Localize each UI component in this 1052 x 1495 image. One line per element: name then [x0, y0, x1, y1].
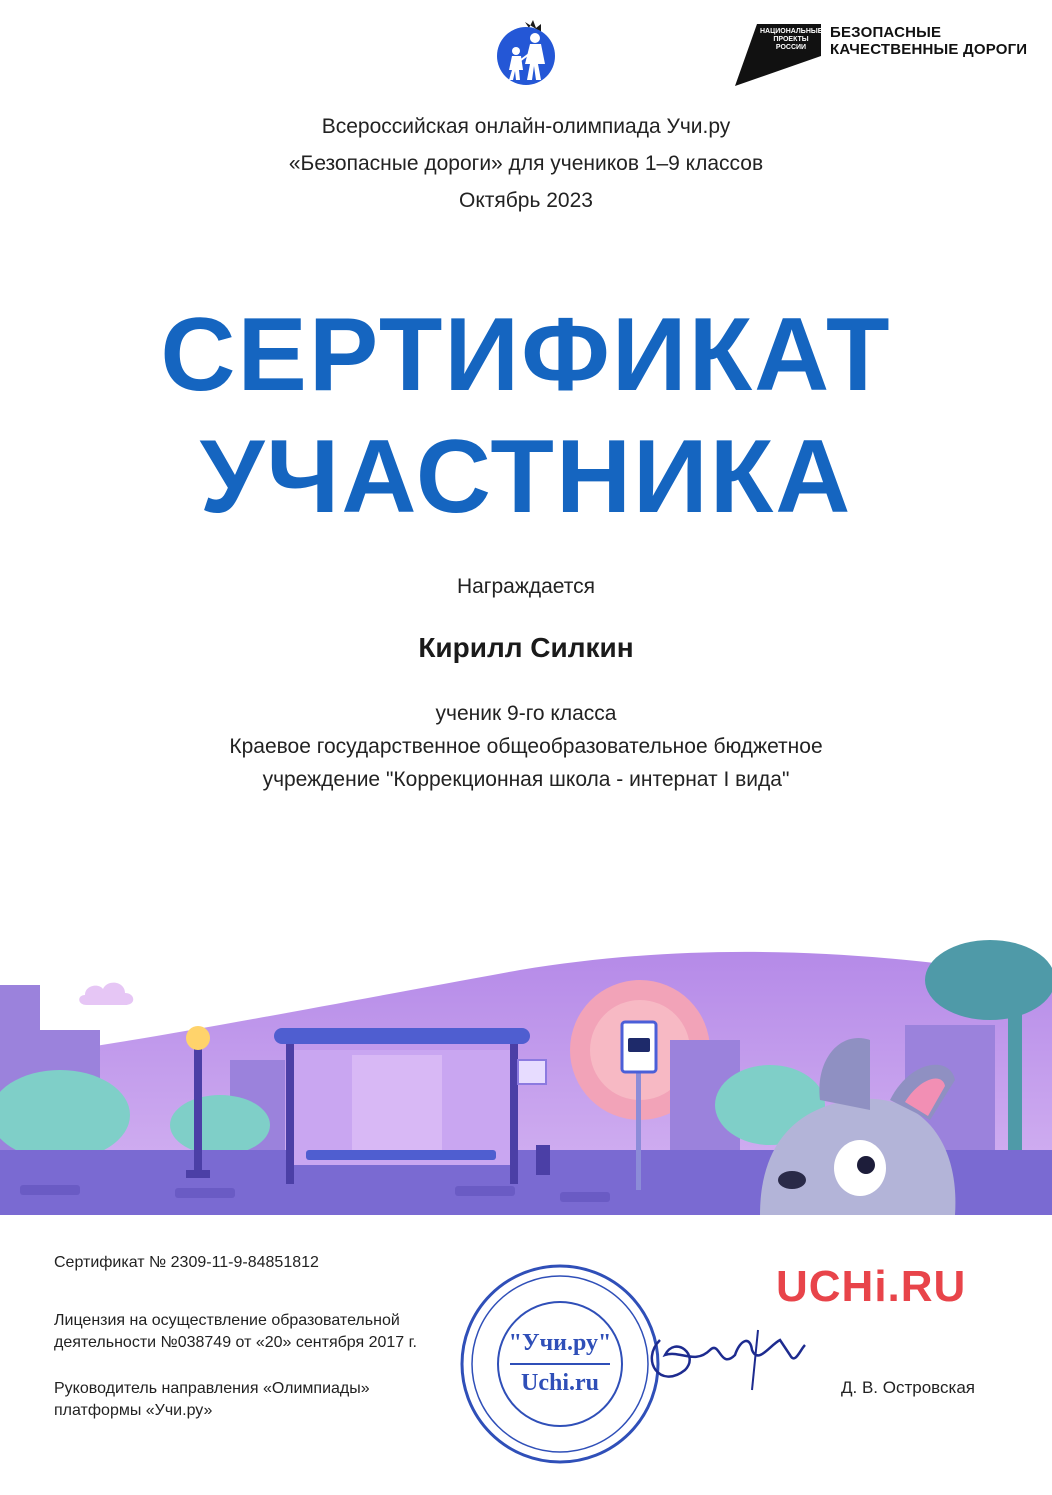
national-projects-logo: [735, 24, 1035, 88]
certificate-title-line-2: УЧАСТНИКА: [199, 419, 853, 535]
national-projects-text: НАЦИОНАЛЬНЫЕ ПРОЕКТЫ РОССИИ: [760, 28, 823, 51]
header-line-2: «Безопасные дороги» для учеников 1–9 классов: [288, 152, 764, 175]
grade-text: ученик 9-го класса: [435, 702, 617, 725]
certificate-number: Сертификат № 2309-11-9-84851812: [54, 1254, 319, 1271]
project-title: БЕЗОПАСНЫЕ КАЧЕСТВЕННЫЕ ДОРОГИ: [830, 24, 1028, 58]
license-line-1: Лицензия на осуществление образовательной: [54, 1312, 400, 1329]
recipient-name: Кирилл Силкин: [418, 632, 634, 663]
head-of-direction: [54, 1378, 454, 1422]
uchi-ru-logo: UCHi.RU: [776, 1262, 967, 1311]
header-line-3: Октябрь 2023: [459, 189, 593, 212]
olympiad-header: [0, 108, 1052, 219]
head-line-2: платформы «Учи.ру»: [54, 1402, 213, 1419]
awarded-label: Награждается: [456, 575, 596, 598]
recipient-details: [0, 697, 1052, 796]
signature: [640, 1300, 810, 1410]
signer-name: Д. В. Островская: [841, 1378, 975, 1397]
header-line-1: Всероссийская онлайн-олимпиада Учи.ру: [321, 115, 731, 138]
school-line-2: учреждение "Коррекционная школа - интернат I вида": [262, 768, 790, 791]
seal-name-en: Uchi.ru: [521, 1370, 599, 1396]
company-seal: [458, 1262, 663, 1467]
school-line-1: Краевое государственное общеобразовательное бюджетное: [229, 735, 823, 758]
safe-roads-children-icon: [495, 18, 559, 86]
license-line-2: деятельности №038749 от «20» сентября 2017 г.: [54, 1334, 417, 1351]
seal-name-ru: "Учи.ру": [508, 1330, 612, 1356]
head-line-1: Руководитель направления «Олимпиады»: [54, 1380, 370, 1397]
license-text: [54, 1310, 454, 1354]
bus-stop-illustration: [0, 940, 1052, 1215]
certificate-title-line-1: СЕРТИФИКАТ: [160, 297, 892, 413]
